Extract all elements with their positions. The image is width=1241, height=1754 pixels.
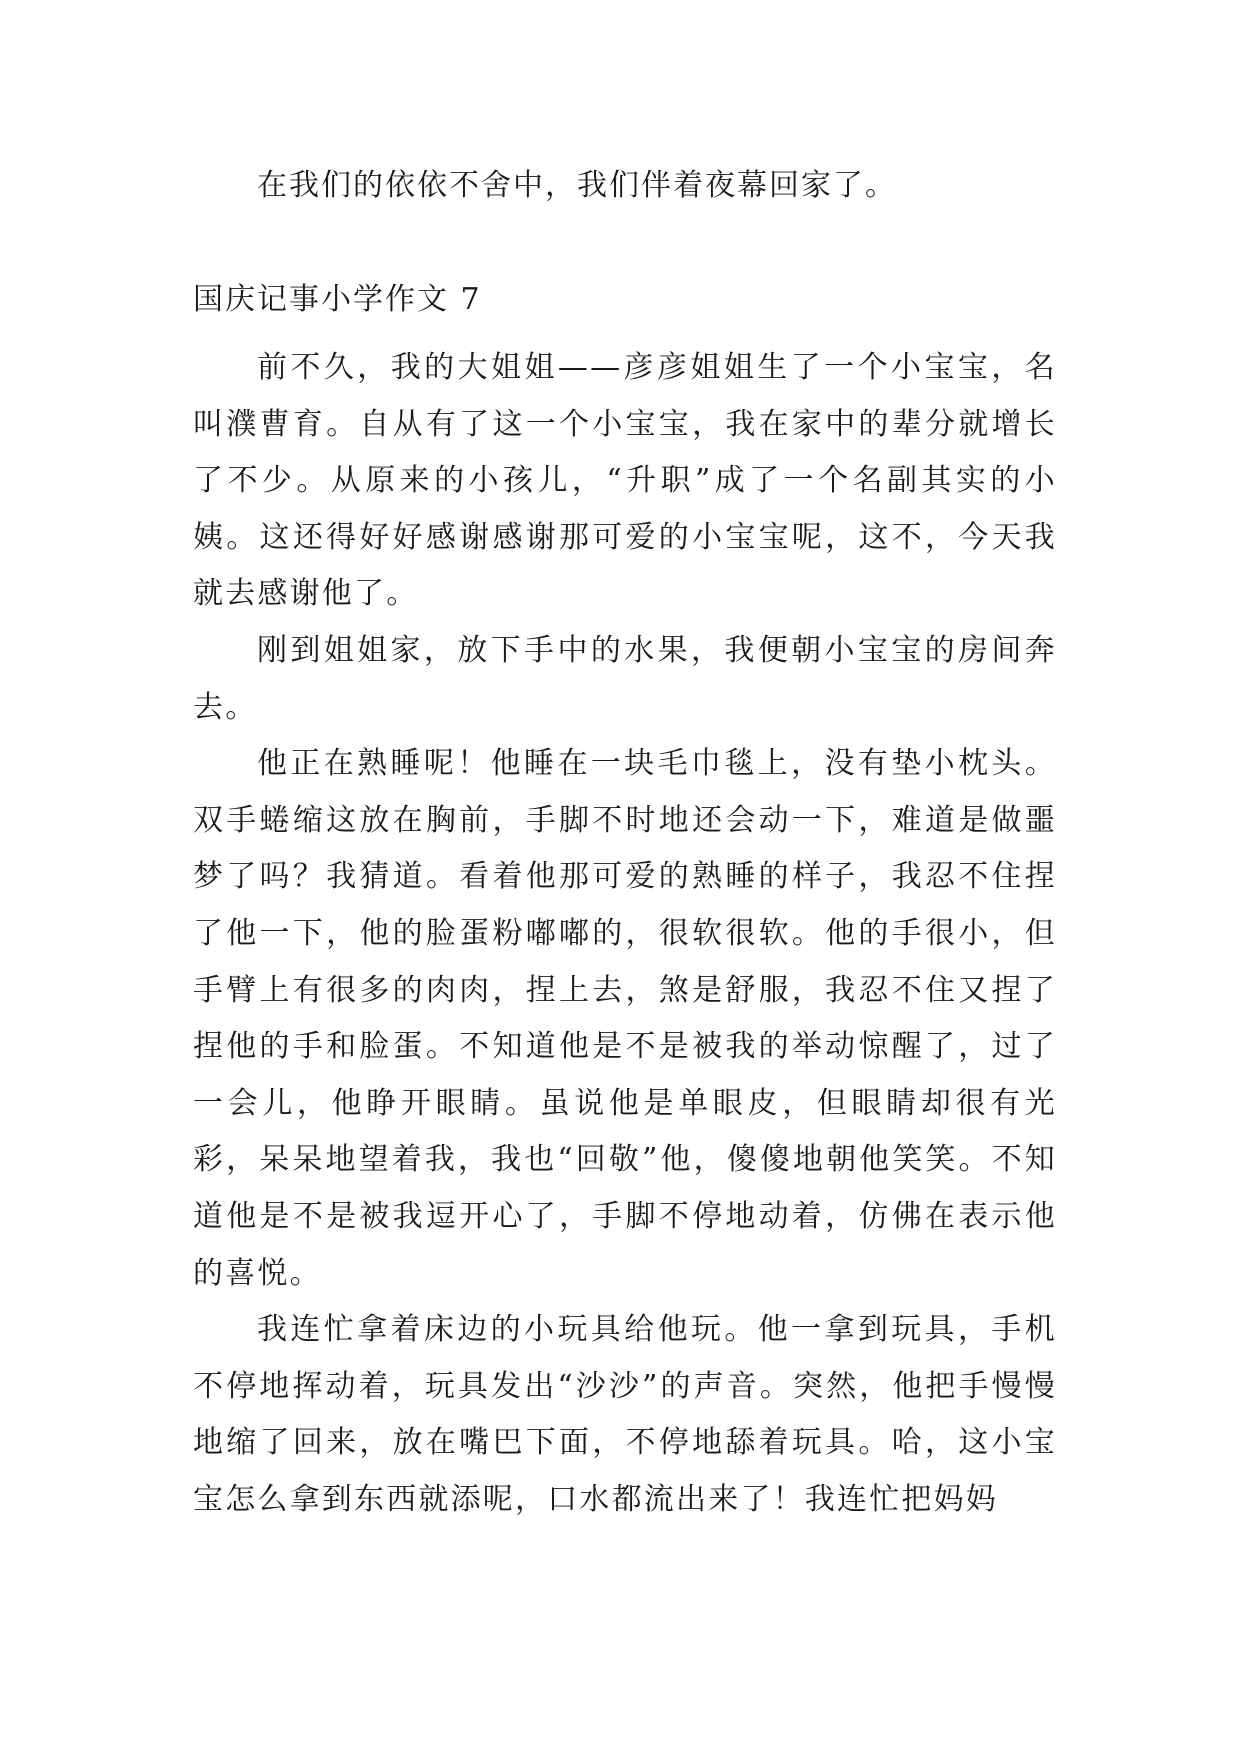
closing-sentence: 在我们的依依不舍中，我们伴着夜幕回家了。	[257, 168, 897, 203]
paragraph: 前不久，我的大姐姐——彦彦姐姐生了一个小宝宝，名叫濮曹育。自从有了这一个小宝宝，我在家中的辈分就增长了不少。从原来的小孩儿，“升职”成了一个名副其实的小姨。这还得好好感谢感谢那可爱的小宝宝呢，这不，今天我就去感谢他了。	[193, 350, 1057, 612]
paragraph: 他正在熟睡呢！他睡在一块毛巾毯上，没有垫小枕头。双手蜷缩这放在胸前，手脚不时地还会动一下，难道是做噩梦了吗？我猜道。看着他那可爱的熟睡的样子，我忍不住捏了他一下，他的脸蛋粉嘟嘟的，很软很软。他的手很小，但手臂上有很多的肉肉，捏上去，煞是舒服，我忍不住又捏了捏他的手和脸蛋。不知道他是不是被我的举动惊醒了，过了一会儿，他睁开眼睛。虽说他是单眼皮，但眼睛却很有光彩，呆呆地望着我，我也“回敬”他，傻傻地朝他笑笑。不知道他是不是被我逗开心了，手脚不停地动着，仿佛在表示他的喜悦。	[193, 746, 1057, 1291]
paragraph: 我连忙拿着床边的小玩具给他玩。他一拿到玩具，手机不停地挥动着，玩具发出“沙沙”的声音。突然，他把手慢慢地缩了回来，放在嘴巴下面，不停地舔着玩具。哈，这小宝宝怎么拿到东西就添呢，口水都流出来了！我连忙把妈妈	[193, 1312, 1057, 1517]
article-body	[193, 340, 1057, 1528]
paragraph: 刚到姐姐家，放下手中的水果，我便朝小宝宝的房间奔去。	[193, 632, 1057, 725]
section-title: 国庆记事小学作文 7	[193, 282, 482, 317]
